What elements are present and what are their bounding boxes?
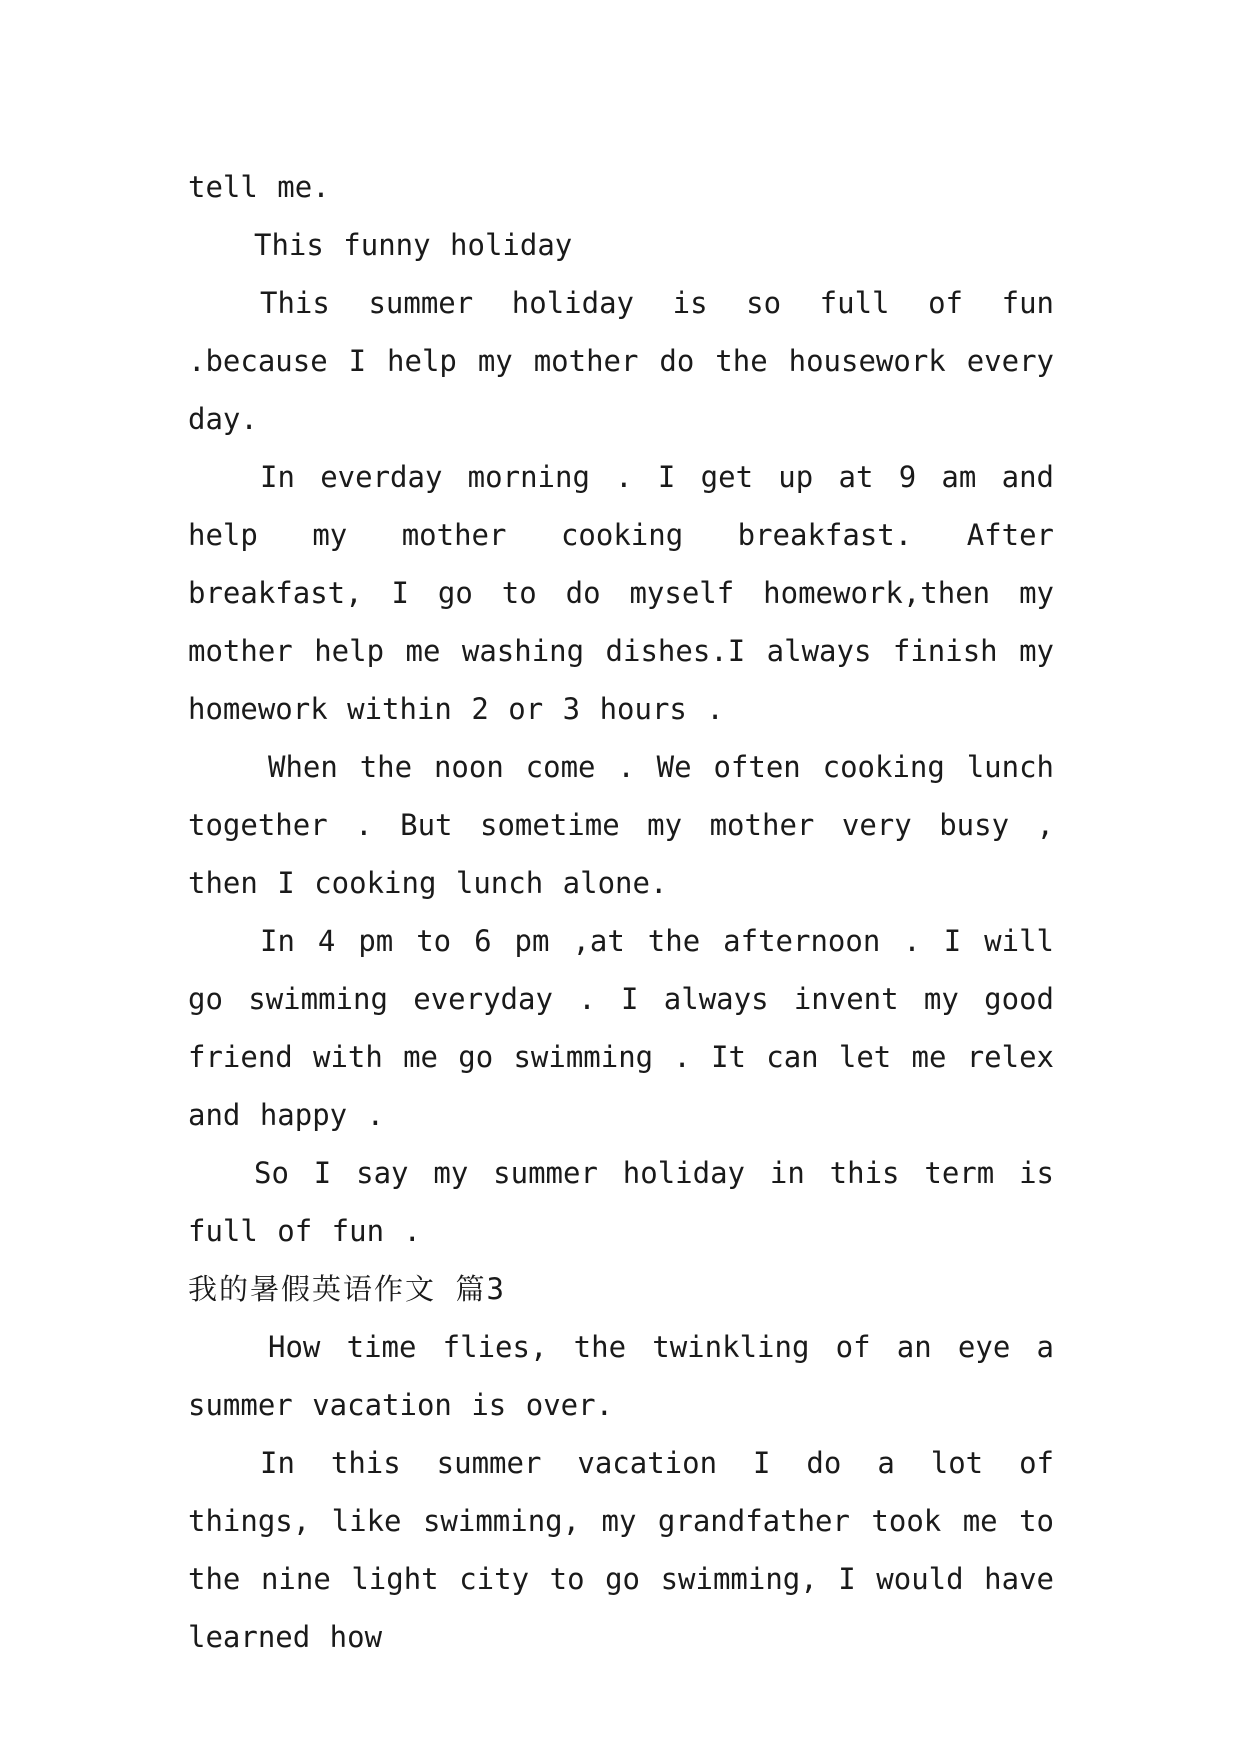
paragraph-afternoon: In 4 pm to 6 pm ,at the afternoon . I will go swimming everyday . I always invent my good friend with me go swimming . It can let me relex and happy . [188, 924, 1054, 1132]
paragraph-time-flies: How time flies, the twinkling of an eye a summer vacation is over. [188, 1330, 1054, 1422]
paragraph-intro: This summer holiday is so full of fun .because I help my mother do the housework every day. [188, 286, 1054, 436]
essay-title: This funny holiday [254, 228, 573, 262]
paragraph-summer-vacation: In this summer vacation I do a lot of things, like swimming, my grandfather took me to the nine light city to go swimming, I would have learned how [188, 1446, 1054, 1654]
section-heading: 我的暑假英语作文 篇3 [188, 1272, 506, 1306]
paragraph-conclusion: So I say my summer holiday in this term is full of fun . [188, 1156, 1054, 1248]
paragraph-continuation: tell me. [188, 170, 330, 204]
paragraph-morning: In everday morning . I get up at 9 am and help my mother cooking breakfast. After breakfast, I go to do myself homework,then my mother help me washing dishes.I always finish my homework within 2 or 3 hours . [188, 460, 1054, 726]
paragraph-noon: When the noon come . We often cooking lunch together . But sometime my mother very busy , then I cooking lunch alone. [188, 750, 1054, 900]
document-body [188, 158, 1054, 1666]
